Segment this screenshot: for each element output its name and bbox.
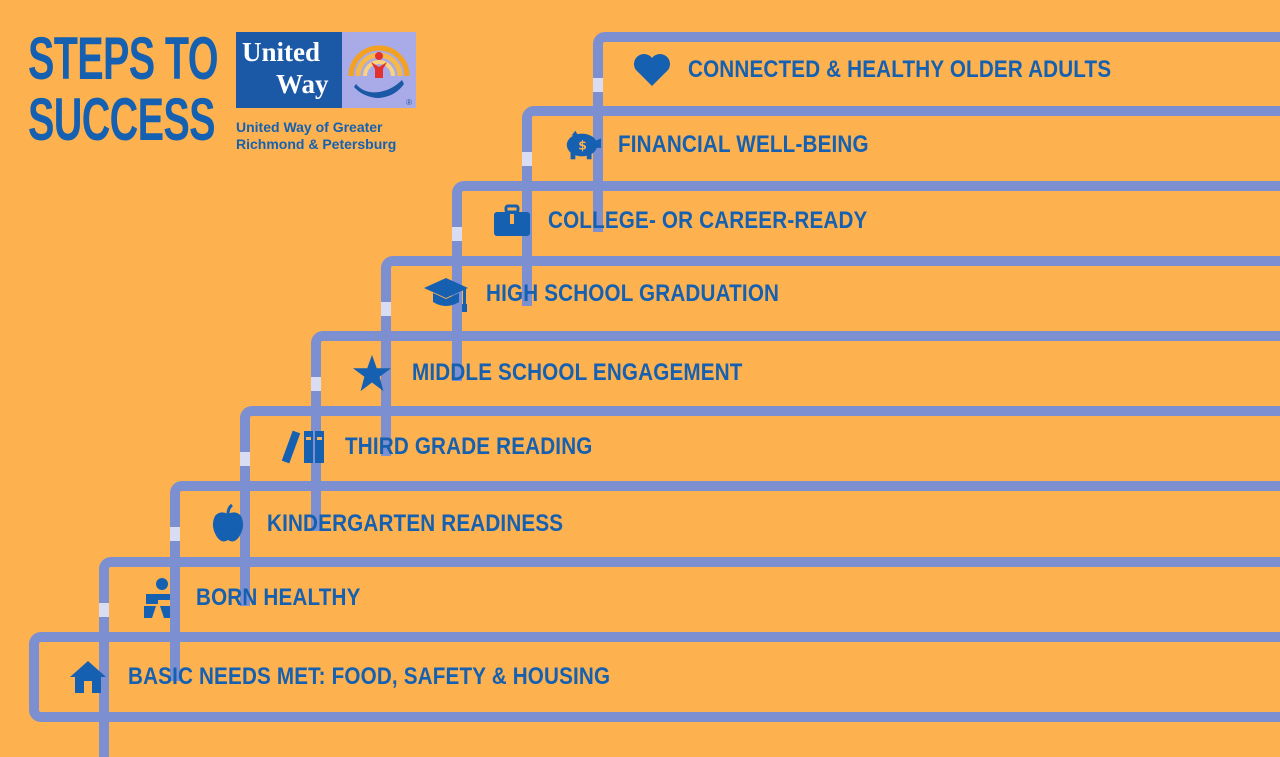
logo-word-way: Way [276, 69, 329, 99]
step-label-2: BORN HEALTHY [196, 584, 361, 611]
step-label-8: FINANCIAL WELL-BEING [618, 131, 869, 158]
organization-name [236, 119, 396, 153]
step-row-8 [562, 115, 910, 175]
heart-icon [632, 50, 672, 90]
piggy-bank-icon [562, 125, 602, 165]
baby-icon [138, 578, 178, 618]
organization-line-2: Richmond & Petersburg [236, 136, 397, 152]
step-row-5 [352, 343, 796, 403]
page-title [28, 25, 218, 153]
step-label-4: THIRD GRADE READING [345, 433, 593, 460]
books-icon [282, 427, 328, 467]
step-label-6: HIGH SCHOOL GRADUATION [486, 280, 780, 307]
step-label-3: KINDERGARTEN READINESS [267, 510, 564, 537]
rainbow-hand-person-icon [342, 32, 416, 108]
step-label-5: MIDDLE SCHOOL ENGAGEMENT [412, 359, 743, 386]
apple-icon [208, 504, 248, 544]
step-label-9: CONNECTED & HEALTHY OLDER ADULTS [688, 56, 1112, 83]
house-icon [68, 657, 108, 697]
step-row-6 [422, 264, 827, 324]
title-line-1: STEPS TO [28, 25, 218, 92]
step-row-4 [282, 417, 633, 477]
logo-emblem [342, 32, 416, 108]
logo-word-united: United [242, 37, 321, 67]
organization-line-1: United Way of Greater [236, 119, 383, 135]
united-way-logo [236, 32, 416, 108]
step-label-7: COLLEGE- OR CAREER-READY [548, 207, 868, 234]
step-row-9 [632, 40, 1180, 100]
step-row-7 [492, 191, 919, 251]
step-row-2 [138, 568, 387, 628]
star-icon [352, 353, 392, 393]
step-row-3 [208, 494, 611, 554]
step-row-1 [68, 647, 689, 707]
svg-text:$: $ [578, 138, 587, 153]
title-line-2: SUCCESS [28, 86, 215, 153]
graduation-cap-icon [422, 274, 470, 314]
briefcase-icon [492, 201, 532, 241]
registered-mark: ® [406, 98, 412, 107]
logo-wordmark [236, 32, 342, 108]
step-label-1: BASIC NEEDS MET: FOOD, SAFETY & HOUSING [128, 663, 611, 690]
